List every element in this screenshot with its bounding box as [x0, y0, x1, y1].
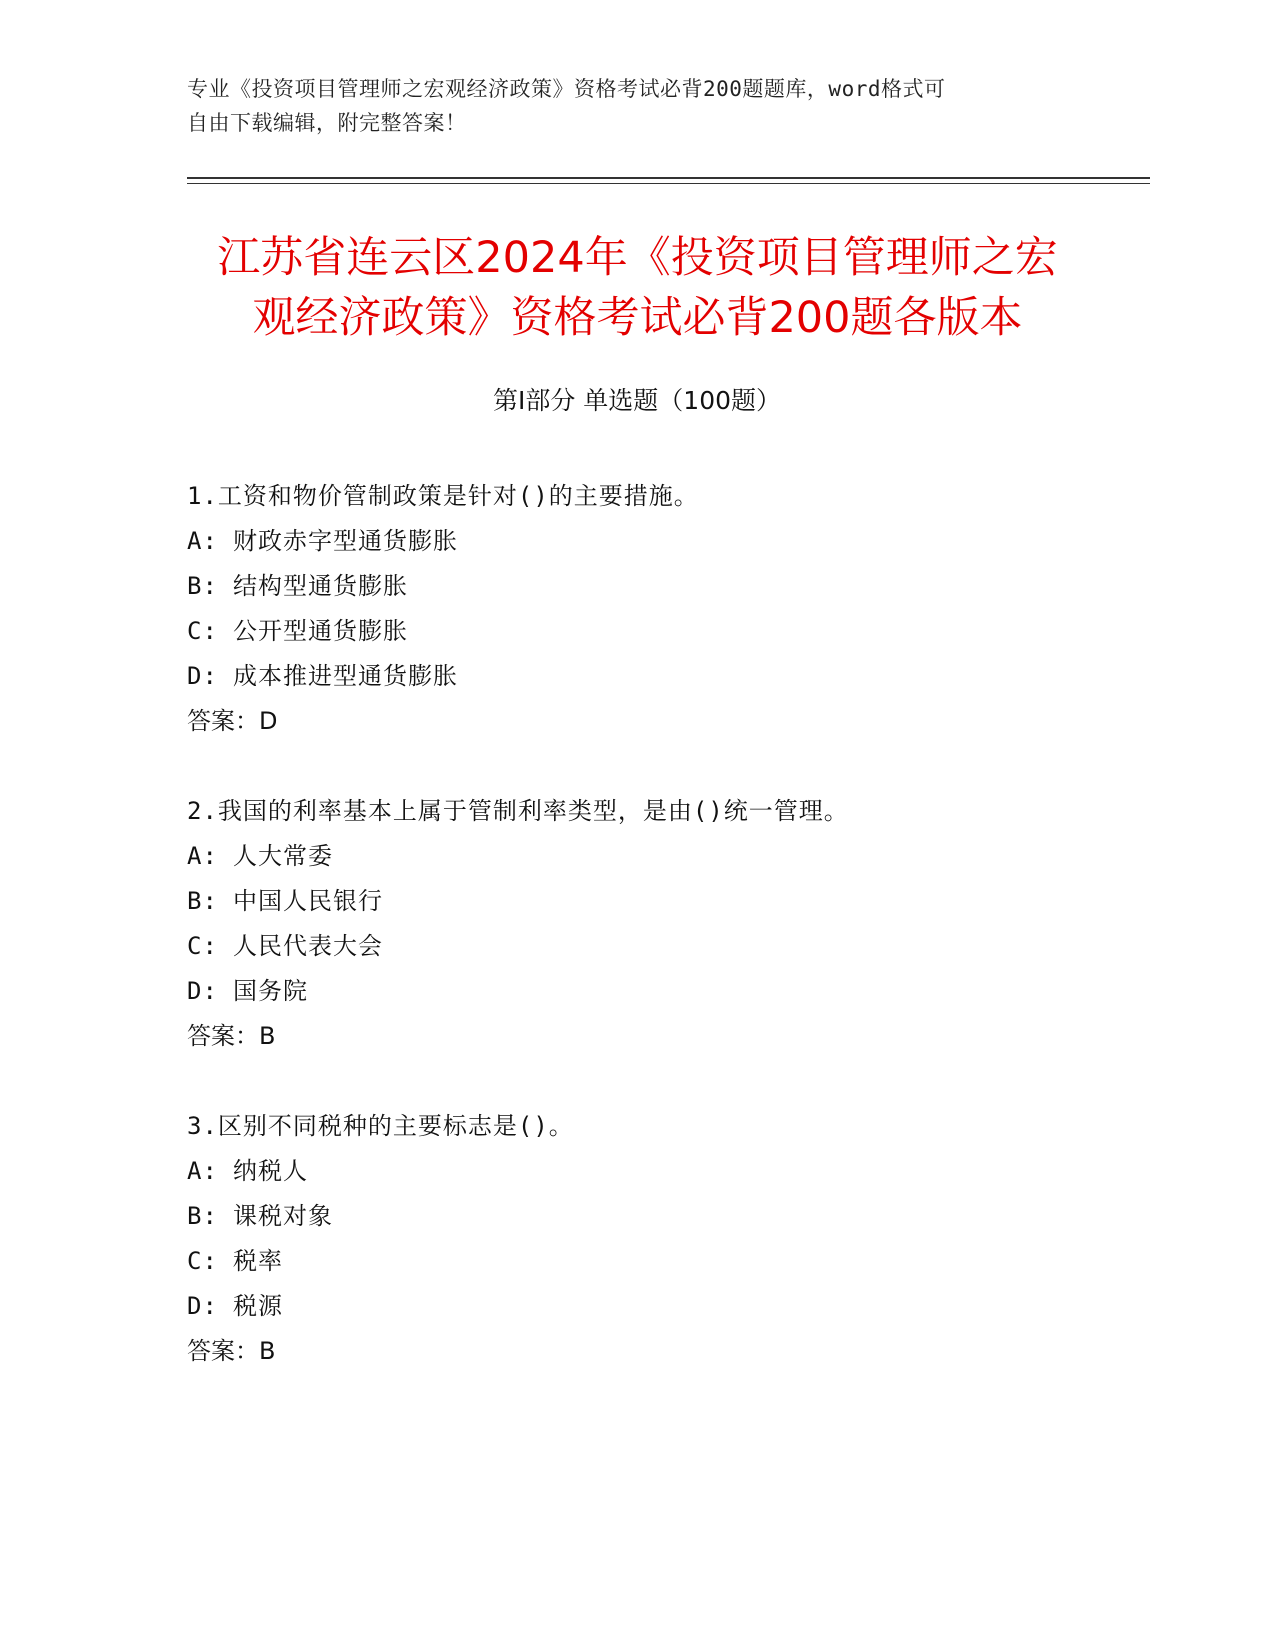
option-key: D: — [187, 1292, 218, 1320]
option-text: 国务院 — [233, 977, 308, 1005]
question-1 — [187, 474, 1087, 744]
option-text: 公开型通货膨胀 — [233, 617, 408, 645]
option-key: D: — [187, 662, 218, 690]
question-3 — [187, 1104, 1087, 1374]
header-note-line-2: 自由下载编辑，附完整答案！ — [187, 111, 467, 135]
header-note — [187, 72, 1067, 140]
option-text: 纳税人 — [233, 1157, 308, 1185]
option-text: 课税对象 — [233, 1202, 333, 1230]
answer-line: 答案：B — [187, 1337, 276, 1365]
answer-line: 答案：D — [187, 707, 278, 735]
option-text: 税率 — [233, 1247, 283, 1275]
option-key: B: — [187, 572, 218, 600]
option-key: B: — [187, 887, 218, 915]
option-d — [187, 1284, 1087, 1329]
option-text: 人大常委 — [233, 842, 333, 870]
header-divider-thick — [187, 177, 1150, 179]
option-key: C: — [187, 1247, 218, 1275]
question-stem: 2.我国的利率基本上属于管制利率类型，是由()统一管理。 — [187, 797, 849, 825]
option-a — [187, 519, 1087, 564]
option-c — [187, 609, 1087, 654]
header-note-line-1: 专业《投资项目管理师之宏观经济政策》资格考试必背200题题库，word格式可 — [187, 77, 946, 101]
option-text: 人民代表大会 — [233, 932, 383, 960]
question-2 — [187, 789, 1087, 1059]
header-divider-thin — [187, 183, 1150, 184]
document-title-line-1: 江苏省连云区2024年《投资项目管理师之宏 — [217, 233, 1058, 283]
option-key: A: — [187, 1157, 218, 1185]
option-text: 税源 — [233, 1292, 283, 1320]
option-b — [187, 879, 1087, 924]
document-title-line-2: 观经济政策》资格考试必背200题各版本 — [252, 293, 1023, 343]
option-text: 结构型通货膨胀 — [233, 572, 408, 600]
option-text: 成本推进型通货膨胀 — [233, 662, 458, 690]
question-stem: 3.区别不同税种的主要标志是()。 — [187, 1112, 574, 1140]
option-d — [187, 654, 1087, 699]
option-a — [187, 834, 1087, 879]
option-a — [187, 1149, 1087, 1194]
section-heading: 第Ⅰ部分 单选题（100题） — [492, 386, 782, 415]
option-key: C: — [187, 617, 218, 645]
option-key: B: — [187, 1202, 218, 1230]
option-key: A: — [187, 527, 218, 555]
option-b — [187, 564, 1087, 609]
answer-line: 答案：B — [187, 1022, 276, 1050]
option-d — [187, 969, 1087, 1014]
option-c — [187, 924, 1087, 969]
option-text: 中国人民银行 — [233, 887, 383, 915]
option-key: D: — [187, 977, 218, 1005]
option-key: A: — [187, 842, 218, 870]
option-c — [187, 1239, 1087, 1284]
option-b — [187, 1194, 1087, 1239]
option-key: C: — [187, 932, 218, 960]
option-text: 财政赤字型通货膨胀 — [233, 527, 458, 555]
document-title — [150, 228, 1125, 348]
question-stem: 1.工资和物价管制政策是针对()的主要措施。 — [187, 482, 699, 510]
question-list — [187, 474, 1087, 1419]
